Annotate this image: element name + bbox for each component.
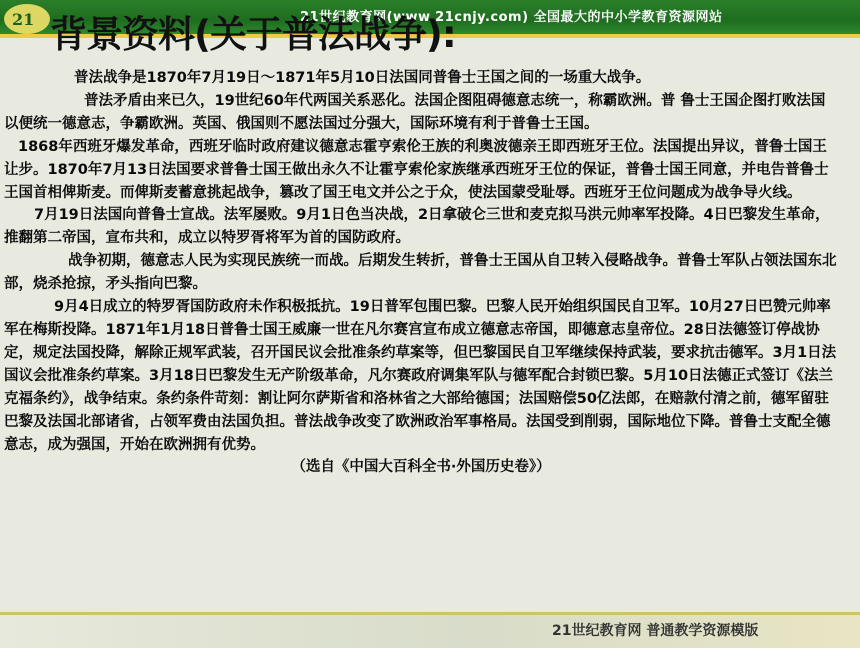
footer-text: 21世纪教育网 普通教学资源模版 xyxy=(552,623,759,639)
site-tagline: 21世纪教育网(www.21cnjy.com) 全国最大的中小学教育资源网站 xyxy=(300,10,723,25)
slide-title: 背景资料(关于普法战争): xyxy=(50,13,456,56)
paragraph-1: 普法战争是1870年7月19日～1871年5月10日法国同普鲁士王国之间的一场重大战争。 xyxy=(74,70,651,86)
paragraph-6: 9月4日成立的特罗胥国防政府未作积极抵抗。19日普军包围巴黎。巴黎人民开始组织国民自卫军。10月27日巴赞元帅率军在梅斯投降。1871年1月18日普鲁士国王威廉一世在凡尔赛宫宣布成立德意志帝国，即德意志皇帝位。28日法德签订停战协定，规定法国投降，解除正规军武装，召开国民议会批准条约草案等，但巴黎国民自卫军继续保持武装，要求抗击德军。3月1日法国议会批准条约草案。3月18日巴黎发生无产阶级革命，凡尔赛政府调集军队与德军配合封锁巴黎。5月10日法德正式签订《法兰克福条约》，战争结束。条约条件苛刻：割让阿尔萨斯省和洛林省之大部给德国；法国赔偿50亿法郎，在赔款付清之前，德军留驻巴黎及法国北部诸省，占领军费由法国负担。普法战争改变了欧洲政治军事格局。法国受到削弱，国际地位下降。普鲁士支配全德意志，成为强国，开始在欧洲拥有优势。 xyxy=(4,299,837,453)
source-citation: （选自《中国大百科全书·外国历史卷》） xyxy=(291,459,551,476)
slide-body xyxy=(4,67,838,479)
paragraph-4: 7月19日法国向普鲁士宣战。法军屡败。9月1日色当决战，2日拿破仑三世和麦克拟马洪元帅率军投降。4日巴黎发生革命，推翻第二帝国，宣布共和，成立以特罗胥将军为首的国防政府。 xyxy=(4,207,830,247)
paragraph-5: 战争初期，德意志人民为实现民族统一而战。后期发生转折，普鲁士王国从自卫转入侵略战争。普鲁士军队占领法国东北部，烧杀抢掠，矛头指向巴黎。 xyxy=(4,253,837,293)
paragraph-3: 1868年西班牙爆发革命，西班牙临时政府建议德意志霍亨索伦王族的利奥波德亲王即西班牙王位。法国提出异议，普鲁士国王让步。1870年7月13日法国要求普鲁士国王做出永久不让霍亨索伦家族继承西班牙王位的保证，普鲁士国王同意，并电告普鲁士王国首相俾斯麦。而俾斯麦蓄意挑起战争，篡改了国王电文并公之于众，使法国蒙受耻辱。西班牙王位问题成为战争导火线。 xyxy=(4,138,829,201)
logo-text: 21 xyxy=(12,10,35,29)
site-logo xyxy=(4,4,50,34)
paragraph-2: 普法矛盾由来已久，19世纪60年代两国关系恶化。法国企图阻碍德意志统一，称霸欧洲。普 鲁士王国企图打败法国以便统一德意志，争霸欧洲。英国、俄国则不愿法国过分强大，国际环境有利于普鲁士王国。 xyxy=(4,92,826,132)
